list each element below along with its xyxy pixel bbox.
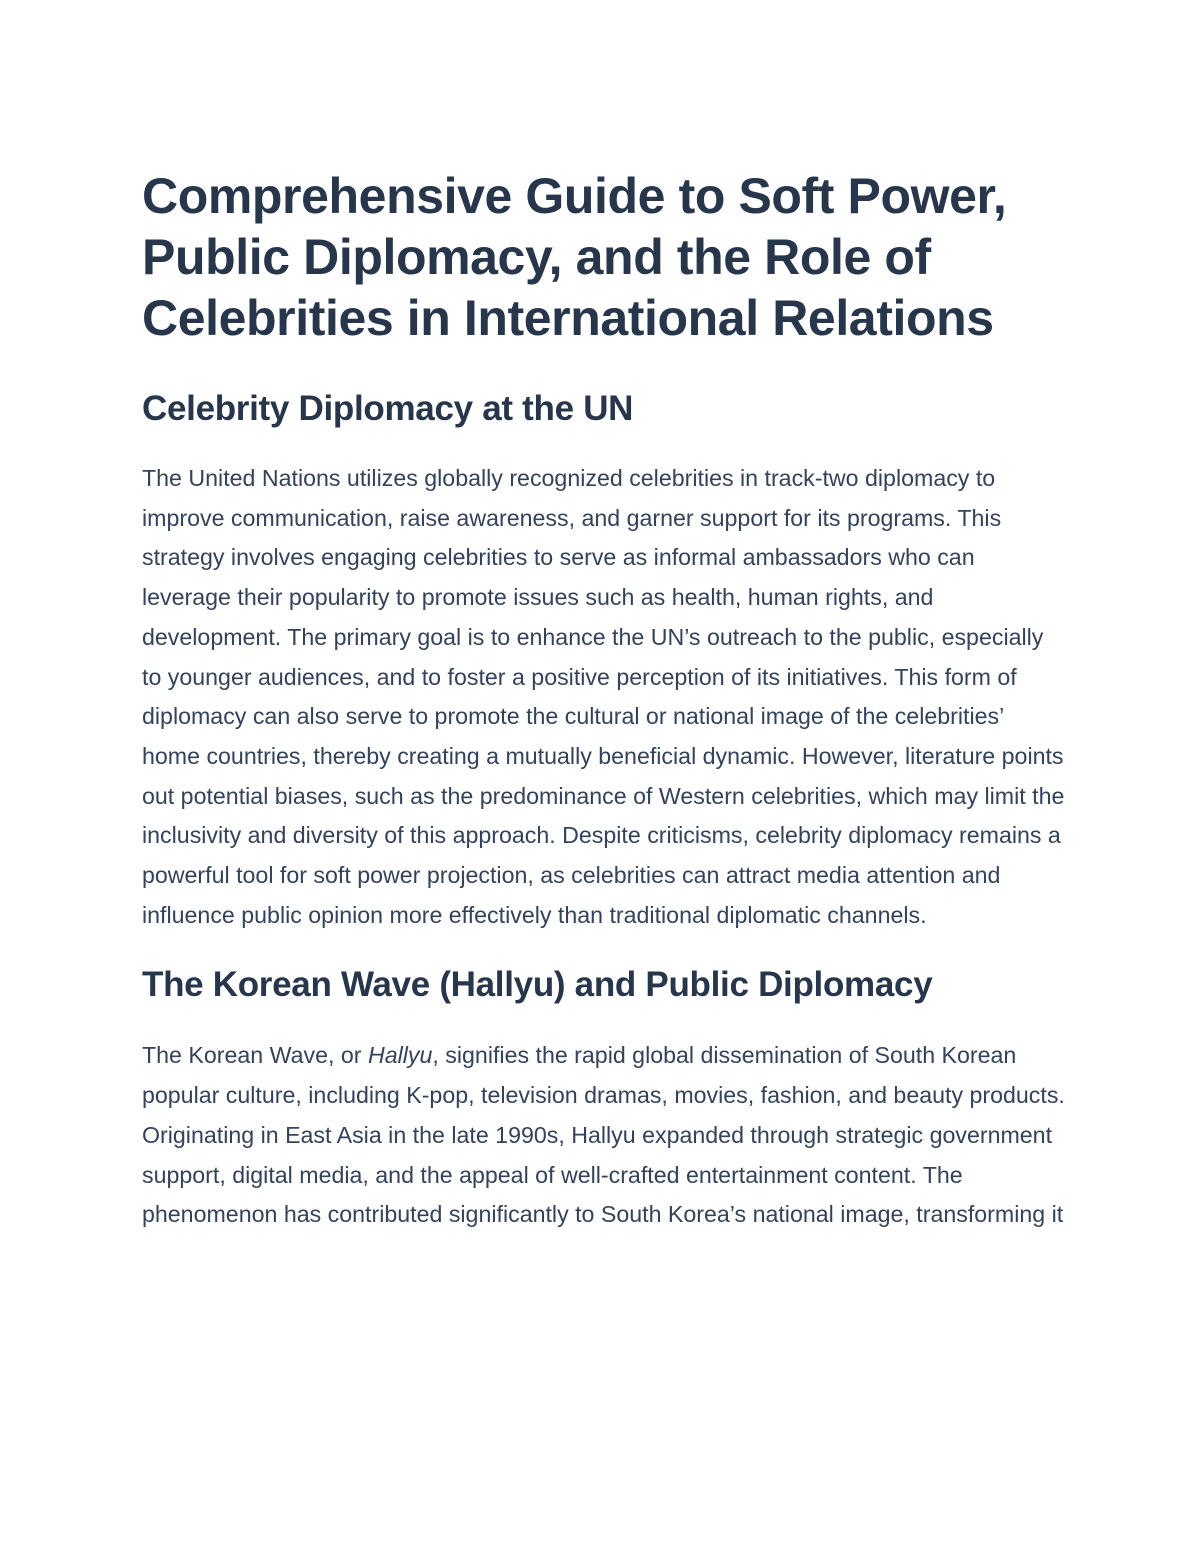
body-text-segment: The Korean Wave, or	[142, 1042, 368, 1069]
document-title: Comprehensive Guide to Soft Power, Public Diplomacy, and the Role of Celebrities in International Relations	[142, 168, 1007, 346]
section-body-celebrity-diplomacy: The United Nations utilizes globally recognized celebrities in track-two diplomacy to improve communication, raise awareness, and garner support for its programs. This strategy involves engaging celebrities to serve as informal ambassadors who can leverage their popularity to promote issues such as health, human rights, and development. The primary goal is to enhance the UN’s outreach to the public, especially to younger audiences, and to foster a positive perception of its initiatives. This form of diplomacy can also serve to promote the cultural or national image of the celebrities’ home countries, thereby creating a mutually beneficial dynamic. However, literature points out potential biases, such as the predominance of Western celebrities, which may limit the inclusivity and diversity of this approach. Despite criticisms, celebrity diplomacy remains a powerful tool for soft power projection, as celebrities can attract media attention and influence public opinion more effectively than traditional diplomatic channels.	[142, 465, 1065, 928]
section-heading-celebrity-diplomacy: Celebrity Diplomacy at the UN	[142, 389, 634, 428]
section-heading-korean-wave: The Korean Wave (Hallyu) and Public Diplomacy	[142, 965, 933, 1005]
italic-term-hallyu: Hallyu	[367, 1042, 433, 1069]
section-body-korean-wave	[142, 1036, 1067, 1235]
body-text-segment: , signifies the rapid global dissemination of South Korean popular culture, including K-pop, television dramas, movies, fashion, and beauty products. Originating in East Asia in the late 1990s, Hallyu expanded through strategic government support, digital media, and the appeal of well-crafted entertainment content. The phenomenon has contributed significantly to South Korea’s national image, transforming it	[142, 1042, 1065, 1228]
document-page	[142, 166, 1067, 1235]
